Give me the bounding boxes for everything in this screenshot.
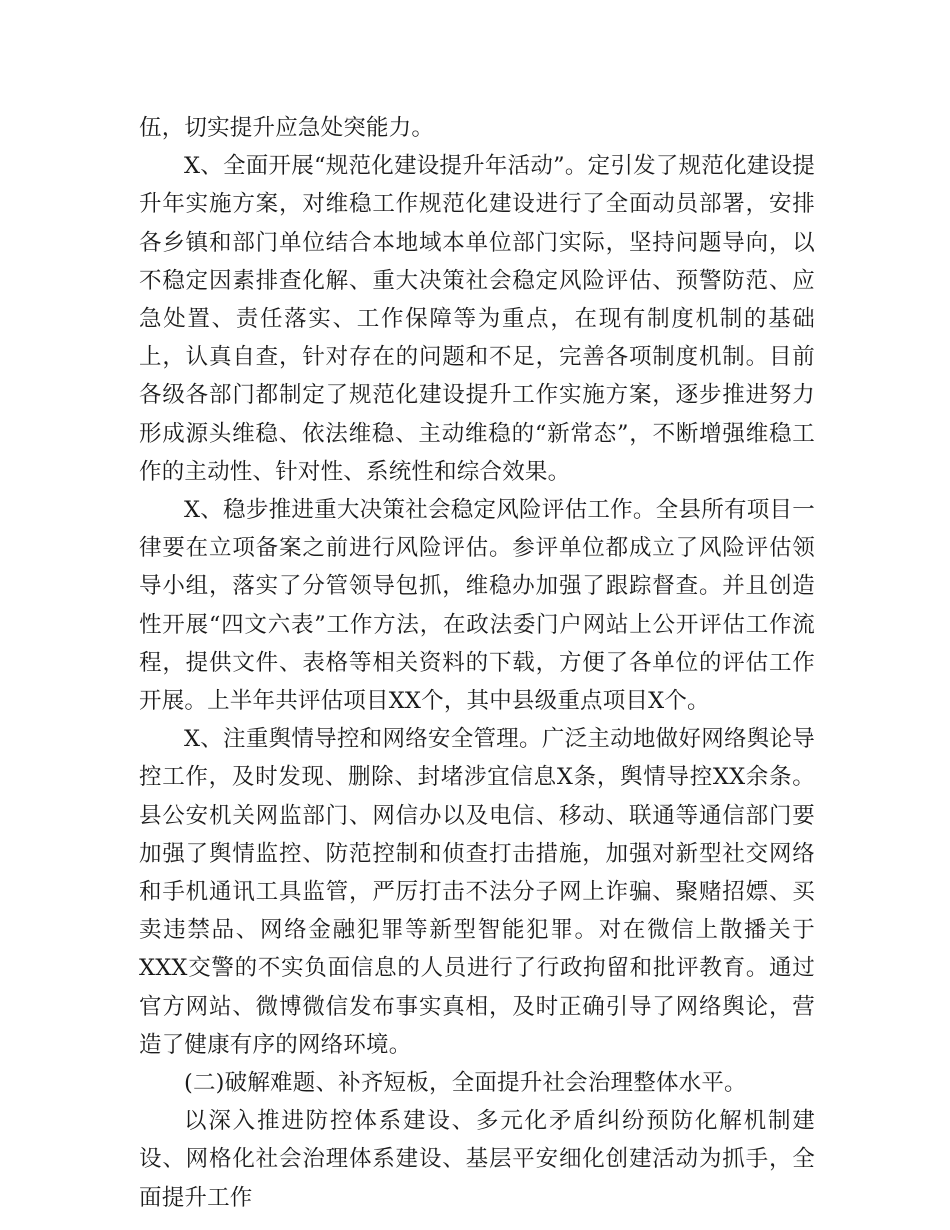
document-body: [139, 109, 815, 1217]
paragraph-continuation: 伍，切实提升应急处突能力。: [139, 115, 435, 141]
paragraph-standardization: X、全面开展“规范化建设提升年活动”。定引发了规范化建设提升年实施方案，对维稳工作规范化建设进行了全面动员部署，安排各乡镇和部门单位结合本地域本单位部门实际，坚持问题导向，以不稳定因素排查化解、重大决策社会稳定风险评估、预警防范、应急处置、责任落实、工作保障等为重点，在现有制度机制的基础上，认真自查，针对存在的问题和不足，完善各项制度机制。目前各级各部门都制定了规范化建设提升工作实施方案，逐步推进努力形成源头维稳、依法维稳、主动维稳的“新常态”，不断增强维稳工作的主动性、针对性、系统性和综合效果。: [139, 153, 815, 485]
paragraph-risk-assessment: X、稳步推进重大决策社会稳定风险评估工作。全县所有项目一律要在立项备案之前进行风险评估。参评单位都成立了风险评估领导小组，落实了分管领导包抓，维稳办加强了跟踪督查。并且创造性开展“四文六表”工作方法，在政法委门户网站上公开评估工作流程，提供文件、表格等相关资料的下载，方便了各单位的评估工作开展。上半年共评估项目XX个，其中县级重点项目X个。: [139, 497, 815, 715]
paragraph-governance: 以深入推进防控体系建设、多元化矛盾纠纷预防化解机制建设、网格化社会治理体系建设、基层平安细化创建活动为抓手，全面提升工作: [139, 1108, 815, 1211]
section-heading: (二)破解难题、补齐短板，全面提升社会治理整体水平。: [184, 1070, 747, 1097]
paragraph-public-opinion: X、注重舆情导控和网络安全管理。广泛主动地做好网络舆论导控工作，及时发现、删除、封堵涉宜信息X条，舆情导控XX余条。县公安机关网监部门、网信办以及电信、移动、联通等通信部门要加强了舆情监控、防范控制和侦查打击措施，加强对新型社交网络和手机通讯工具监管，严厉打击不法分子网上诈骗、聚赌招嫖、买卖违禁品、网络金融犯罪等新型智能犯罪。对在微信上散播关于XXX交警的不实负面信息的人员进行了行政拘留和批评教育。通过官方网站、微博微信发布事实真相，及时正确引导了网络舆论，营造了健康有序的网络环境。: [139, 726, 815, 1058]
